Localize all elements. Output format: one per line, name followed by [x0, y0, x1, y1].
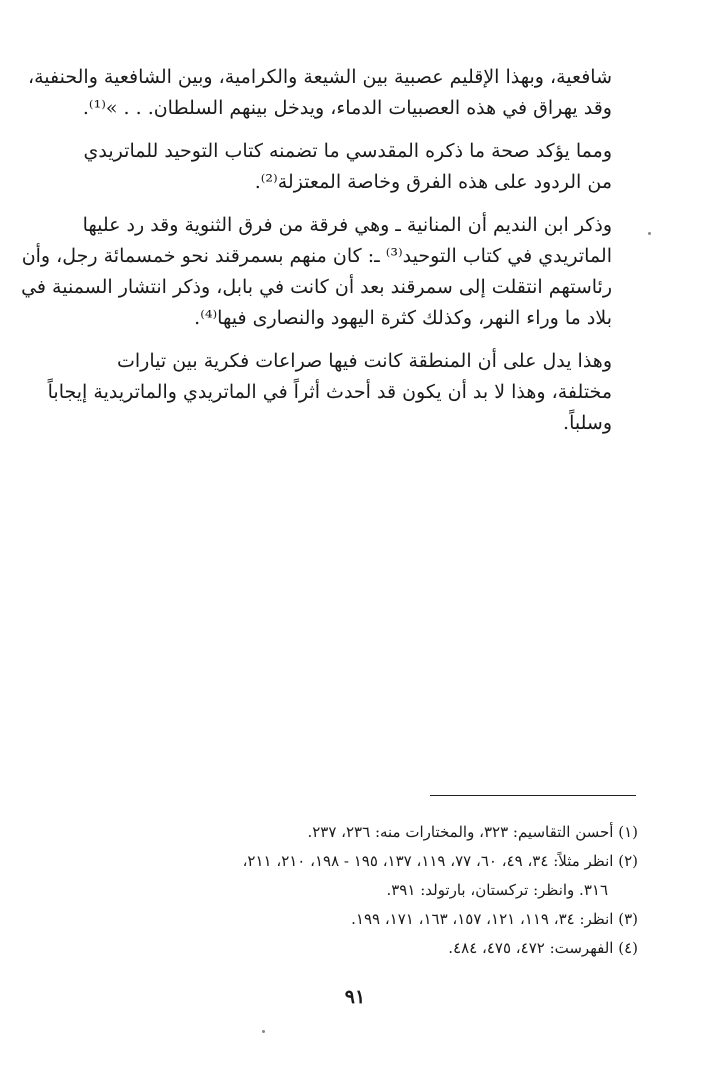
footnote-1: (١) أحسن التقاسيم: ٣٢٣، والمختارات منه: ٢٣٦، ٢٣٧. — [307, 823, 638, 841]
text-line: وهذا يدل على أن المنطقة كانت فيها صراعات فكرية بين تيارات — [117, 350, 612, 372]
text-line: رئاستهم انتقلت إلى سمرقند بعد أن كانت في بابل، وذكر انتشار السمنية في — [21, 276, 612, 298]
footnotes — [78, 818, 638, 963]
text-line: وسلباً. — [563, 412, 612, 434]
scan-speck — [648, 232, 651, 235]
footnote-3: (٣) انظر: ٣٤، ١١٩، ١٢١، ١٥٧، ١٦٣، ١٧١، ١٩٩. — [351, 910, 638, 928]
text-line: ومما يؤكد صحة ما ذكره المقدسي ما تضمنه كتاب التوحيد للماتريدي — [83, 140, 612, 162]
footnote-2: (٢) انظر مثلاً: ٣٤، ٤٩، ٦٠، ٧٧، ١١٩، ١٣٧، ١٩٥ - ١٩٨، ٢١٠، ٢١١، — [242, 852, 638, 870]
paragraph — [47, 346, 638, 439]
paragraph — [27, 62, 638, 124]
footnote-2-continuation: ٣١٦. وانظر: تركستان، بارتولد: ٣٩١. — [386, 881, 608, 899]
paragraph — [78, 136, 638, 198]
text-line: بلاد ما وراء النهر، وكذلك كثرة اليهود والنصارى فيها⁽⁴⁾. — [194, 307, 612, 329]
page-number: ٩١ — [344, 986, 366, 1008]
text-line: الماتريدي في كتاب التوحيد⁽³⁾ ـ: كان منهم بسمرقند نحو خمسمائة رجل، وأن — [21, 245, 612, 267]
paragraph — [21, 210, 638, 334]
text-line: من الردود على هذه الفرق وخاصة المعتزلة⁽²⁾. — [254, 171, 612, 193]
footnote-4: (٤) الفهرست: ٤٧٢، ٤٧٥، ٤٨٤. — [448, 939, 638, 957]
text-line: وقد يهراق في هذه العصبيات الدماء، ويدخل بينهم السلطان. . . »⁽¹⁾. — [82, 97, 612, 119]
footnote-divider — [430, 795, 636, 796]
main-text — [21, 62, 638, 439]
text-line: وذكر ابن النديم أن المنانية ـ وهي فرقة من فرق الثنوية وقد رد عليها — [82, 214, 612, 236]
text-line: شافعية، وبهذا الإقليم عصبية بين الشيعة والكرامية، وبين الشافعية والحنفية، — [27, 66, 612, 88]
scan-speck — [262, 1030, 265, 1033]
text-line: مختلفة، وهذا لا بد أن يكون قد أحدث أثراً في الماتريدي والماتريدية إيجاباً — [47, 381, 612, 403]
